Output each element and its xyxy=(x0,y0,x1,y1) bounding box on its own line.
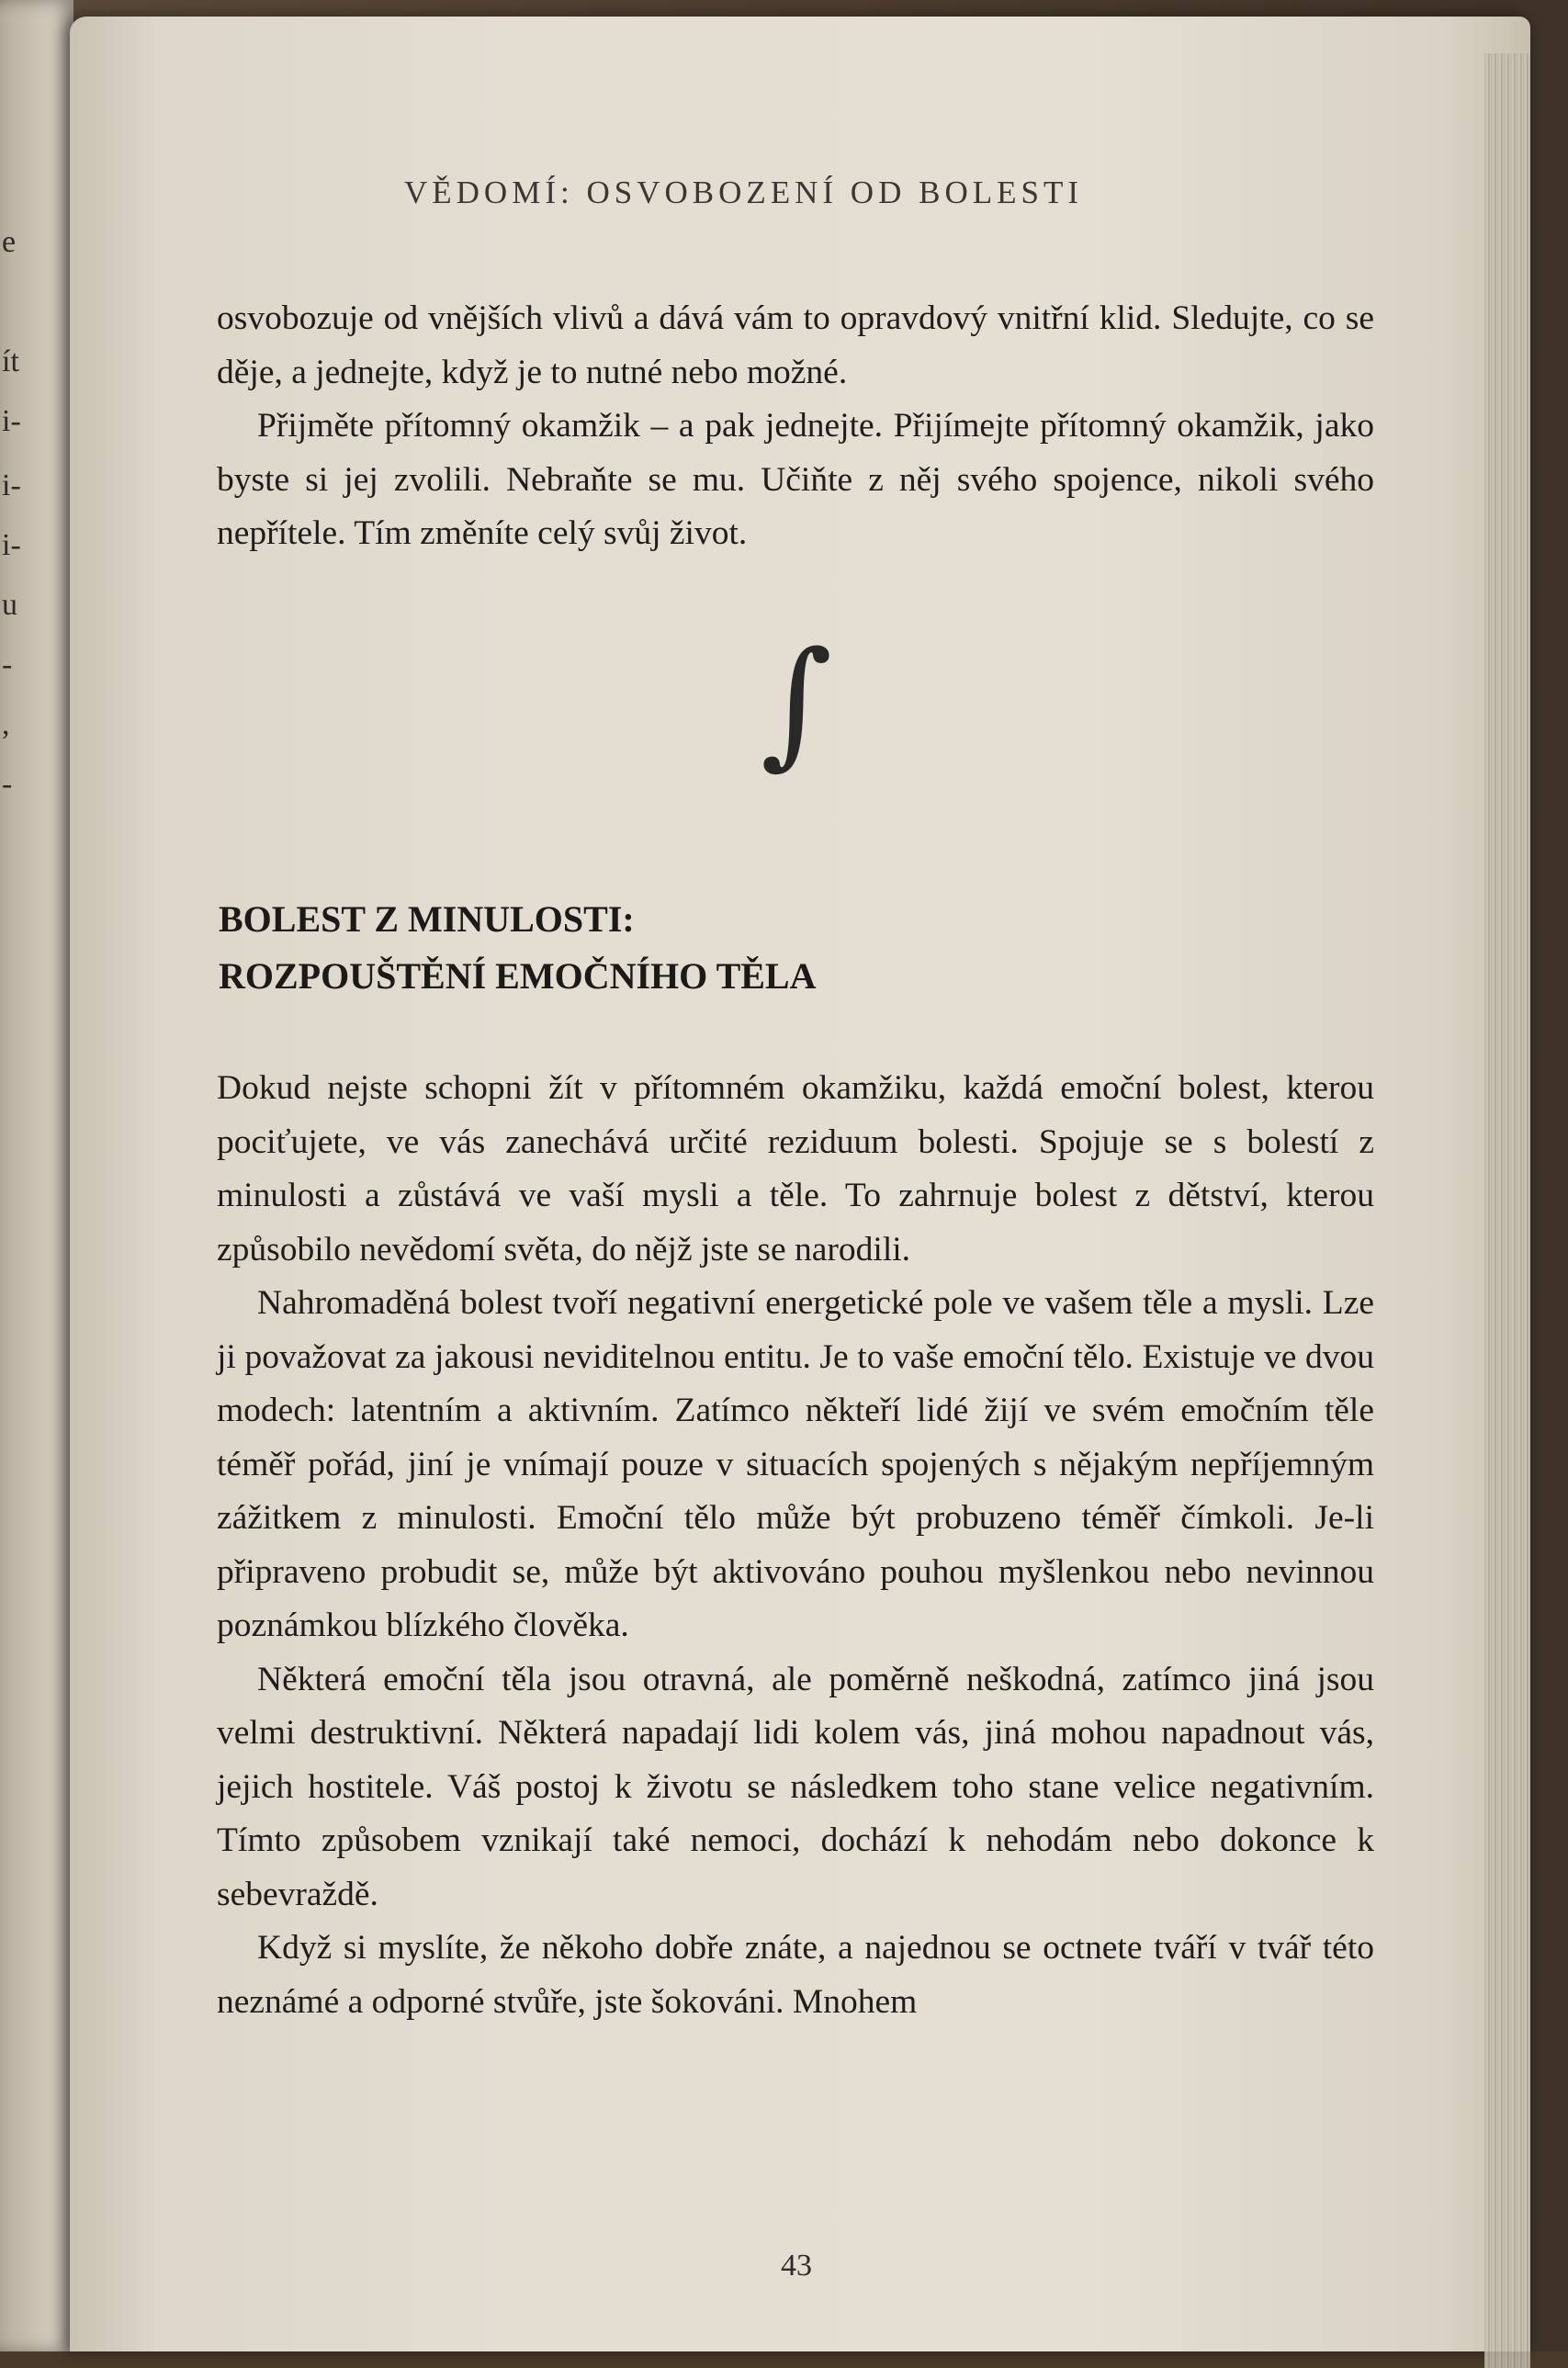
section-ornament: ∫ xyxy=(761,623,833,783)
facing-page-fragment: u xyxy=(2,588,17,622)
facing-page-fragment: - xyxy=(2,767,13,801)
section-heading-line: BOLEST Z MINULOSTI: xyxy=(219,898,635,940)
facing-page-fragment: ít xyxy=(2,344,19,378)
facing-page-fragment: i- xyxy=(2,404,21,438)
facing-page-edge xyxy=(0,0,73,2351)
facing-page-fragment: i- xyxy=(2,528,21,562)
section-heading-line: ROZPOUŠTĚNÍ EMOČNÍHO TĚLA xyxy=(219,955,817,997)
paragraph: Přijměte přítomný okamžik – a pak jednejte. Přijímejte přítomný okamžik, jako byste si jej zvolili. Nebraňte se mu. Učiňte z něj svého spojence, nikoli svého nepřítele. Tím změníte celý svůj život. xyxy=(217,407,1374,552)
top-text-block xyxy=(217,292,1374,561)
paragraph: Některá emoční těla jsou otravná, ale poměrně neškodná, zatímco jiná jsou velmi destruktivní. Některá napadají lidi kolem vás, jiná mohou napadnout vás, jejich hostitele. Váš postoj k životu se následkem toho stane velice negativním. Tímto způsobem vznikají také nemoci, dochází k nehodám nebo dokonce k sebevraždě. xyxy=(217,1660,1374,1913)
facing-page-fragment: , xyxy=(2,707,10,741)
page-stack-edges xyxy=(1484,53,1530,2368)
paragraph: Když si myslíte, že někoho dobře znáte, a najednou se octnete tváří v tvář této neznámé a odporné stvůře, jste šokováni. Mnohem xyxy=(217,1929,1374,2021)
facing-page-fragment: e xyxy=(2,225,17,259)
page-number: 43 xyxy=(781,2249,812,2283)
section-heading xyxy=(219,891,817,1005)
paragraph: Nahromaděná bolest tvoří negativní energetické pole ve vašem těle a mysli. Lze ji považovat za jakousi neviditelnou entitu. Je to vaše emoční tělo. Existuje ve dvou modech: latentním a aktivním. Zatímco někteří lidé žijí ve svém emočním těle téměř pořád, jiní je vnímají pouze v situacích spojených s nějakým nepříjemným zážitkem z minulosti. Emoční tělo může být probuzeno téměř čímkoli. Je-li připraveno probudit se, může být aktivováno pouhou myšlenkou nebo nevinnou poznámkou blízkého člověka. xyxy=(217,1284,1374,1644)
paragraph: osvobozuje od vnějších vlivů a dává vám to opravdový vnitřní klid. Sledujte, co se děje, a jednejte, když je to nutné nebo možné. xyxy=(217,299,1374,391)
running-head: VĚDOMÍ: OSVOBOZENÍ OD BOLESTI xyxy=(404,175,1083,210)
facing-page-fragment: - xyxy=(2,648,13,682)
paragraph: Dokud nejste schopni žít v přítomném okamžiku, každá emoční bolest, kterou pociťujete, ve vás zanechává určité reziduum bolesti. Spojuje se s bolestí z minulosti a zůstává ve vaší mysli a těle. To zahrnuje bolest z dětství, kterou způsobilo nevědomí světa, do nějž jste se narodili. xyxy=(217,1069,1374,1269)
facing-page-fragment: i- xyxy=(2,468,21,502)
body-text-block xyxy=(217,1062,1374,2029)
